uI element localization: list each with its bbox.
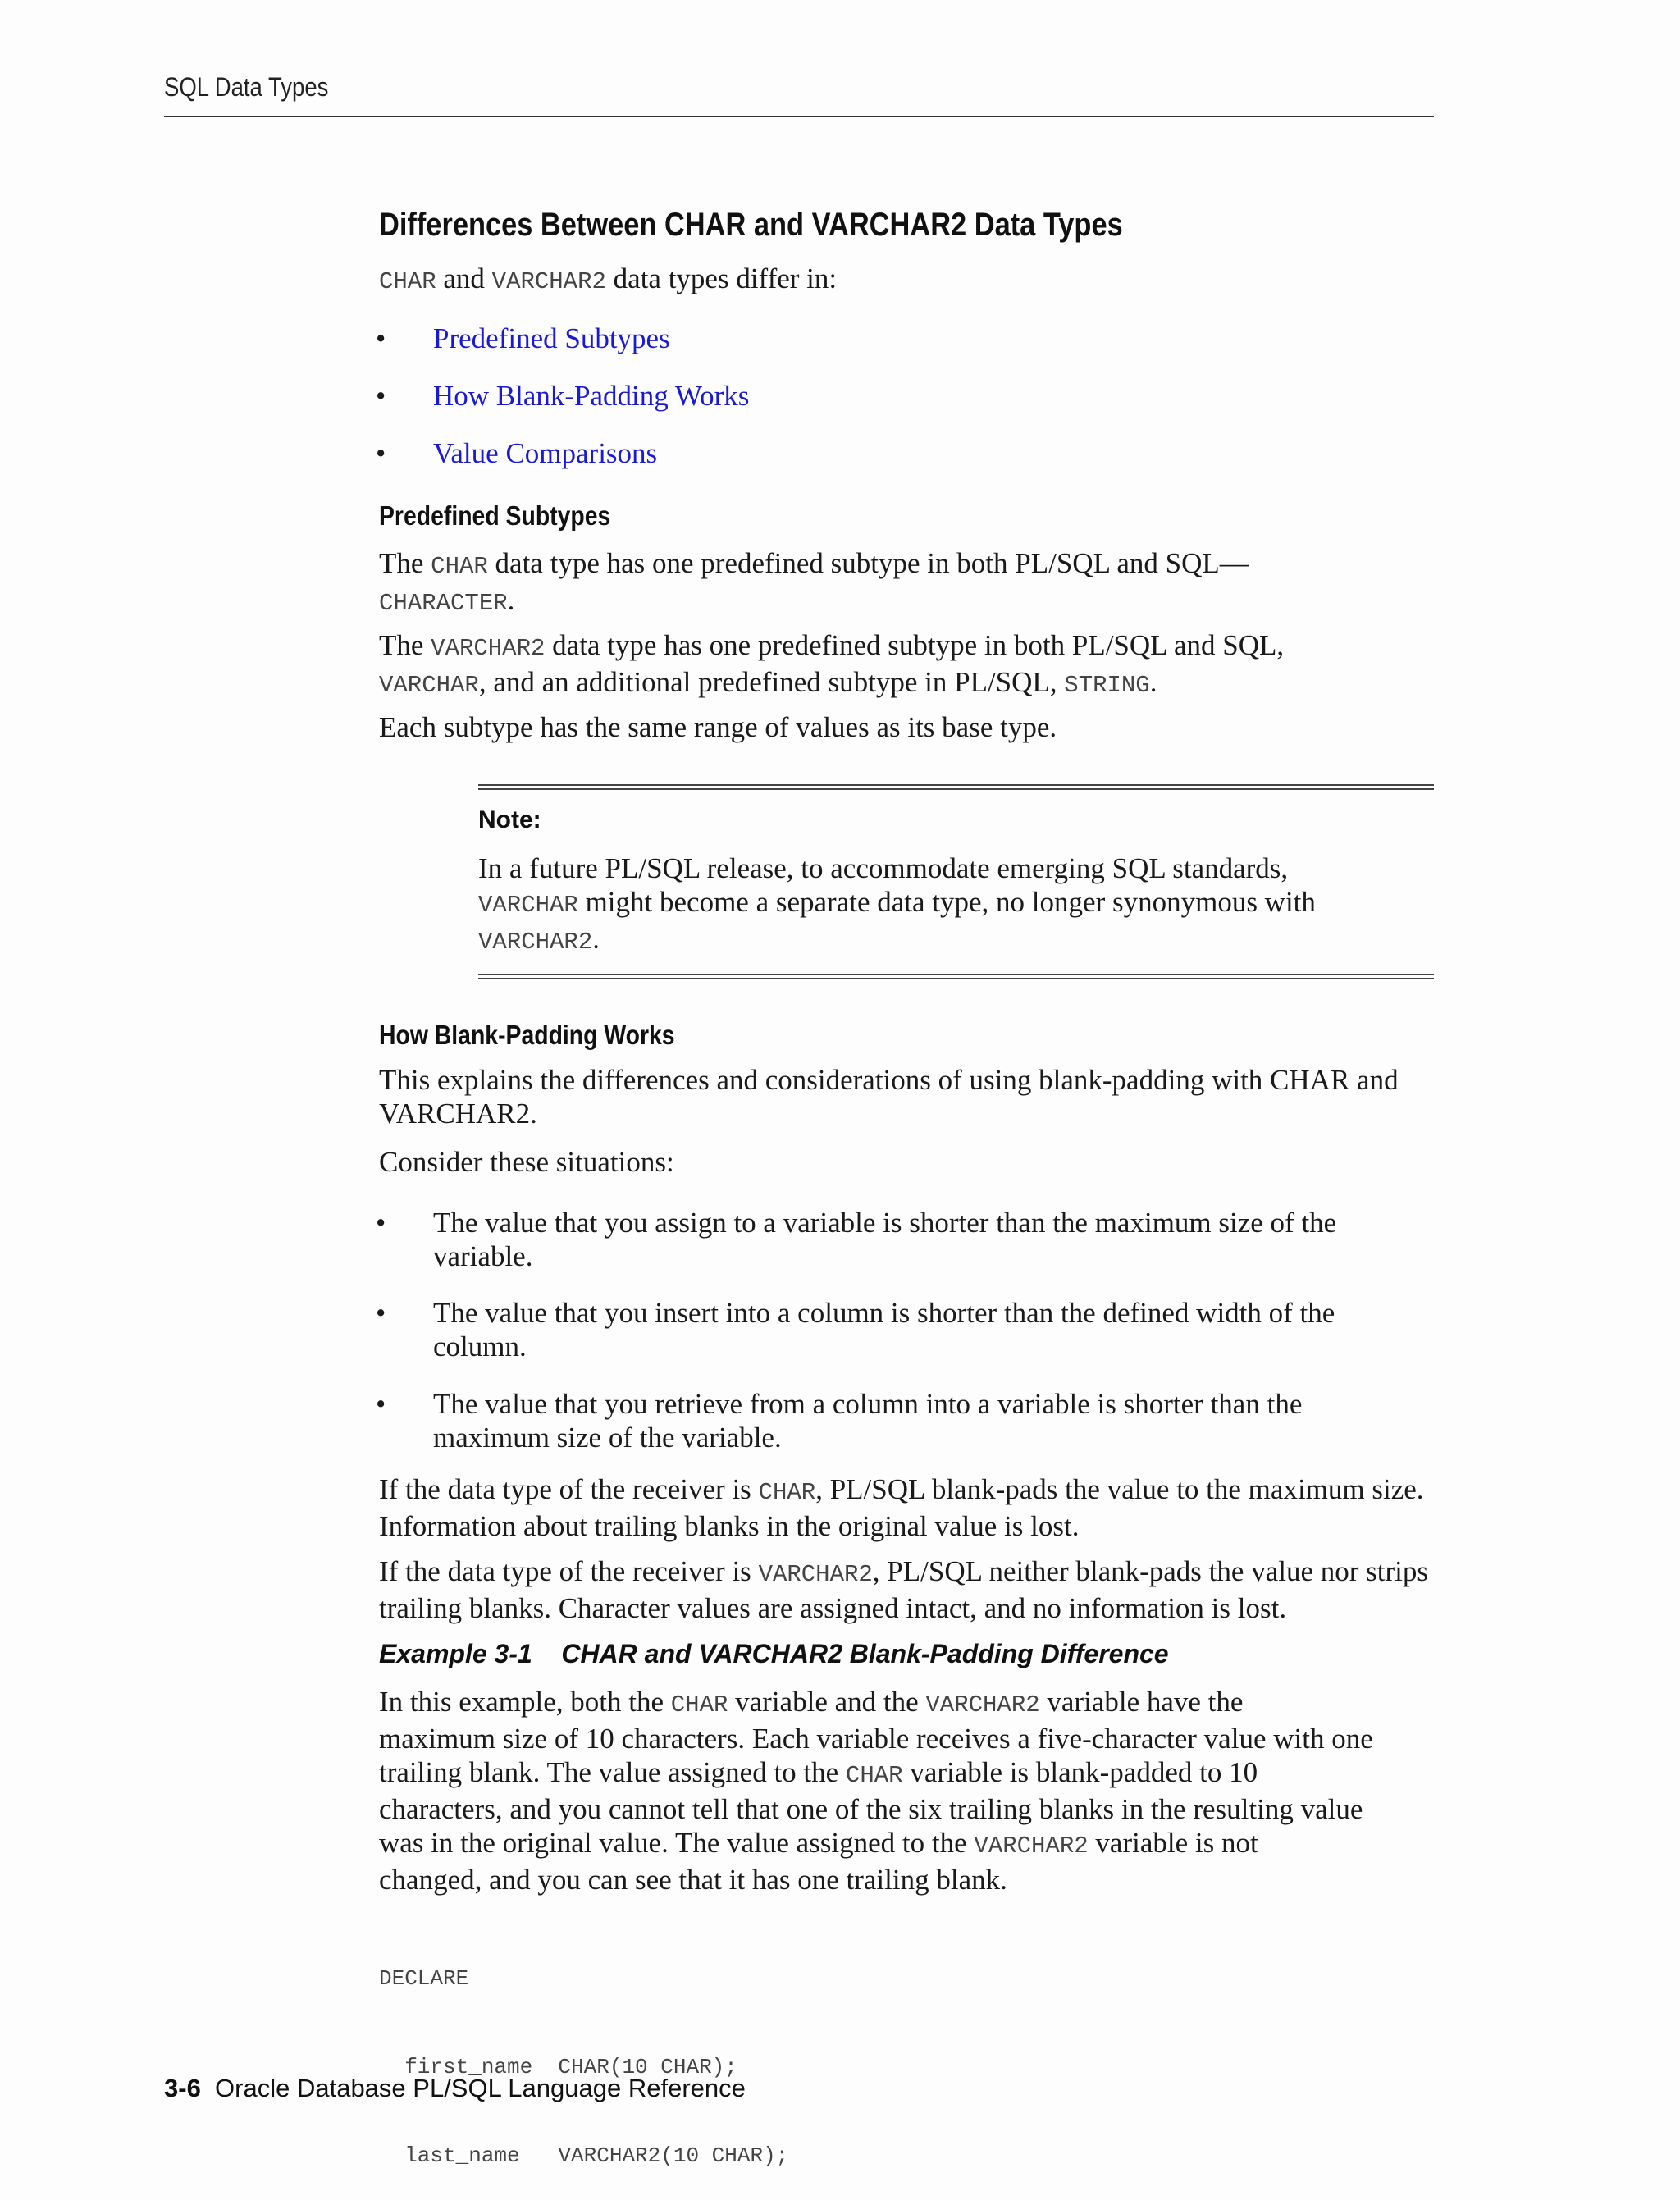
text-line [379,1755,1437,1792]
bullet-icon: • [376,437,386,469]
page-number: 3-6 [164,2074,201,2102]
text-line [379,1685,1437,1722]
note-bottom-rule [478,974,1434,979]
note-top-rule [478,784,1434,790]
text: If the data type of the receiver is [379,1473,759,1505]
list-item-text: The value that you retrieve from a column into a variable is shorter than the maximum size of the variable. [433,1388,1303,1454]
code-varchar2: VARCHAR2 [974,1833,1089,1860]
text: The [379,629,431,661]
list-item-text: The value that you insert into a column is shorter than the defined width of the column. [433,1297,1335,1362]
text-line: changed, and you can see that it has one trailing blank. [379,1864,1007,1896]
paragraph: Consider these situations: [379,1146,674,1178]
code-line: first_name CHAR(10 CHAR); [379,2055,737,2079]
code-varchar2: VARCHAR2 [431,635,546,662]
code-line: last_name VARCHAR2(10 CHAR); [379,2143,789,2168]
code-varchar2: VARCHAR2 [491,268,606,295]
bullet-icon: • [376,380,386,412]
text: In a future PL/SQL release, to accommodate emerging SQL standards, [478,852,1289,884]
running-header: SQL Data Types [164,72,329,102]
header-rule [164,116,1434,117]
paragraph: Each subtype has the same range of values as its base type. [379,711,1057,743]
text: data type has one predefined subtype in both PL/SQL and SQL— [487,547,1249,579]
bullet-icon: • [376,1297,386,1329]
code-char: CHAR [431,553,488,580]
text: , PL/SQL blank-pads the value to the maximum size. Information about trailing blanks in the original value is lost. [379,1473,1424,1542]
subsection-title: Predefined Subtypes [379,500,611,531]
text: variable is blank-padded to 10 [902,1756,1258,1788]
text: variable and the [728,1686,926,1718]
section-title: Differences Between CHAR and VARCHAR2 Data Types [379,207,1123,243]
text: . [1149,666,1157,698]
bullet-icon: • [376,322,386,354]
text: might become a separate data type, no longer synonymous with [578,886,1316,918]
code-varchar2: VARCHAR2 [758,1561,873,1588]
text: was in the original value. The value assigned to the [379,1827,975,1859]
text: , and an additional predefined subtype in PL/SQL, [478,666,1065,698]
code-char: CHAR [845,1762,903,1789]
link-list [376,322,1437,469]
text: . [592,923,600,955]
code-varchar: VARCHAR [379,672,479,699]
text: , PL/SQL neither blank-pads the value nor strips trailing blanks. Character values are assigned intact, and no information is lost. [379,1555,1428,1624]
intro-text-end: data types differ in: [605,262,838,294]
code-varchar: VARCHAR [478,892,578,919]
link-blank-padding[interactable]: How Blank-Padding Works [433,380,750,412]
text: In this example, both the [379,1686,671,1718]
bullet-icon: • [376,1388,386,1420]
paragraph [379,1554,1437,1625]
link-value-comparisons[interactable]: Value Comparisons [433,437,658,469]
code-string: STRING [1064,672,1150,699]
code-varchar2: VARCHAR2 [925,1691,1040,1718]
example-paragraph [379,1685,1437,1896]
intro-paragraph [379,262,1437,299]
link-predefined-subtypes[interactable]: Predefined Subtypes [433,322,670,354]
code-block [379,1905,1437,2200]
situations-list [376,1206,1437,1454]
bullet-icon: • [376,1207,386,1239]
code-varchar2: VARCHAR2 [478,929,593,956]
text: variable is not [1088,1827,1258,1859]
code-char: CHAR [758,1479,816,1506]
note-body [478,851,1422,959]
book-title: Oracle Database PL/SQL Language Reference [215,2074,746,2102]
code-char: CHAR [379,268,436,295]
example-title: Example 3-1 CHAR and VARCHAR2 Blank-Padding Difference [379,1639,1169,1668]
code-char: CHAR [670,1691,728,1718]
page-footer [164,2074,746,2103]
paragraph [379,546,1437,620]
text-line [379,1826,1437,1863]
paragraph [379,1472,1437,1543]
text: data type has one predefined subtype in both PL/SQL and SQL, [545,629,1285,661]
text: . [507,584,515,616]
note-label: Note: [478,806,541,833]
paragraph: This explains the differences and considerations of using blank-padding with CHAR and VARCHAR2. [379,1064,1399,1130]
text: The [379,547,431,579]
code-line: DECLARE [379,1966,469,1991]
text: variable have the [1039,1686,1244,1718]
paragraph [379,628,1437,702]
list-item-text: The value that you assign to a variable is shorter than the maximum size of the variable. [433,1207,1337,1272]
subsection-title: How Blank-Padding Works [379,1020,675,1050]
text: trailing blank. The value assigned to the [379,1756,846,1788]
code-character: CHARACTER [379,590,508,617]
text-line: characters, and you cannot tell that one of the six trailing blanks in the resulting value [379,1793,1363,1825]
text: If the data type of the receiver is [379,1555,759,1587]
intro-text: and [436,262,492,294]
text-line: maximum size of 10 characters. Each variable receives a five-character value with one [379,1723,1373,1755]
